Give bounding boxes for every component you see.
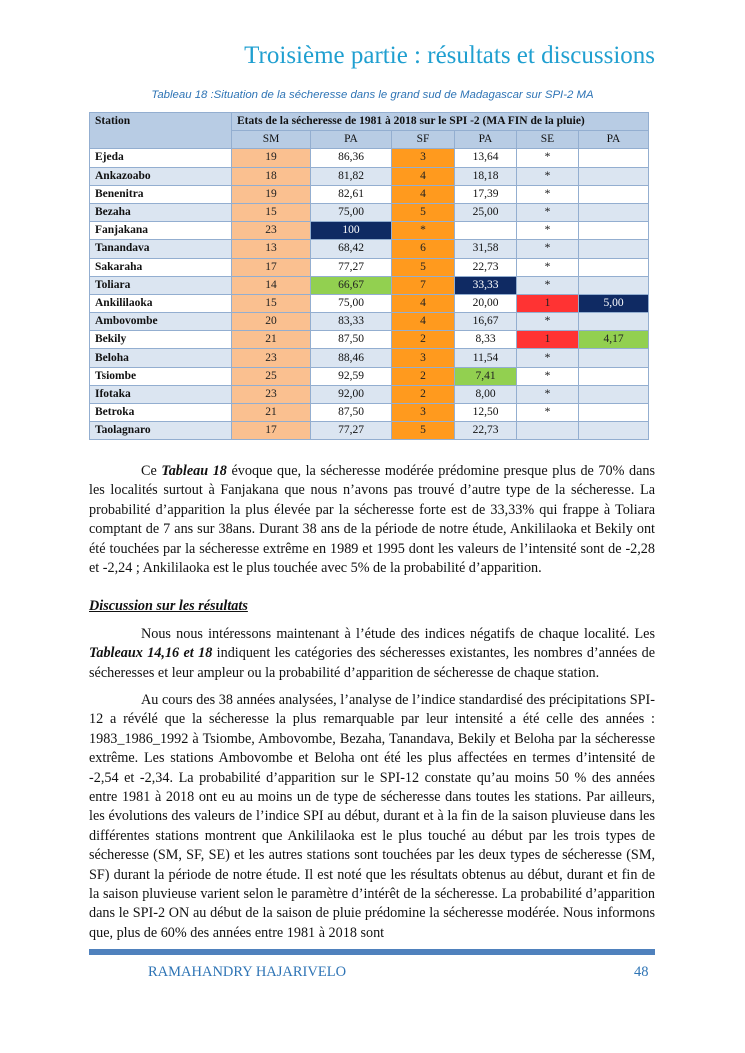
table-row	[90, 203, 649, 221]
pa-value: 13,64	[455, 149, 517, 167]
pa-value: 77,27	[311, 258, 392, 276]
pa-value	[579, 385, 649, 403]
pa-value	[579, 367, 649, 385]
sm-count: 17	[232, 258, 311, 276]
sf-count: 3	[392, 149, 455, 167]
group-header: Etats de la sécheresse de 1981 à 2018 sur le SPI -2 (MA FIN de la pluie)	[232, 113, 649, 131]
sf-count: 4	[392, 185, 455, 203]
pa-value	[579, 276, 649, 294]
pa-value	[579, 313, 649, 331]
pa-value: 11,54	[455, 349, 517, 367]
station-name: Ambovombe	[90, 313, 232, 331]
pa-value: 8,33	[455, 331, 517, 349]
sm-count: 17	[232, 422, 311, 440]
pa-value: 22,73	[455, 258, 517, 276]
paragraph-spi-analysis: Au cours des 38 années analysées, l’analyse de l’indice standardisé des précipitations SPI-12 a révélé que la sécheresse la plus remarquable par leur intensité a été celle des années : 1983_1986_1992 à Tsiombe, Ambovombe, Bezaha, Tanandava, Bekily et Beloha par la sécheresse extrême. Les stations Ambovombe et Beloha ont été les plus affectées en termes d’intensité de -2,54 et -2,34. La probabilité d’apparition sur le SPI-12 constate qu’au moins 50 % des années entre 1981 à 2018 ont eu au moins un de type de sécheresse dans toutes les stations. Par ailleurs, les évolutions des valeurs de l’indice SPI au début, durant et à la fin de la saison pluvieuse dans les différentes stations montrent que Ankililaoka est le plus touché au début par les trois types de sécheresse (SM, SF, SE) et les autres stations sont touchées par les deux types de sécheresse (SM, SF) durant la période de notre étude. Il est noté que les résultats obtenus au début, durant et fin de la saison pluvieuse varient selon le paramètre d’intérêt de la sécheresse. La probabilité d’apparition dans le SPI-2 ON au début de la saison de pluie prédomine la sécheresse modérée. Nous informons que, plus de 60% des années entre 1981 à 2018 sont	[89, 692, 655, 941]
sm-count: 15	[232, 294, 311, 312]
station-name: Beloha	[90, 349, 232, 367]
section-heading: Discussion sur les résultats	[89, 598, 248, 614]
se-count: *	[517, 240, 579, 258]
pa-value	[455, 222, 517, 240]
station-name: Ankililaoka	[90, 294, 232, 312]
pa-value: 16,67	[455, 313, 517, 331]
pa-value	[579, 167, 649, 185]
se-count: *	[517, 276, 579, 294]
paragraph-discussion-intro	[89, 625, 655, 683]
se-count: *	[517, 349, 579, 367]
sf-count: 4	[392, 167, 455, 185]
sf-count: 7	[392, 276, 455, 294]
sf-count: 2	[392, 331, 455, 349]
table-row	[90, 185, 649, 203]
se-count-highlight: 1	[517, 294, 579, 312]
pa-value: 88,46	[311, 349, 392, 367]
sm-count: 19	[232, 185, 311, 203]
sm-count: 23	[232, 222, 311, 240]
part-title: Troisième partie : résultats et discussions	[244, 42, 655, 69]
sf-count: 5	[392, 422, 455, 440]
pa-value: 83,33	[311, 313, 392, 331]
sf-count: 3	[392, 349, 455, 367]
pa-value: 87,50	[311, 404, 392, 422]
pa-value-highlight: 33,33	[455, 276, 517, 294]
sf-count: 5	[392, 258, 455, 276]
sm-count: 23	[232, 385, 311, 403]
table-row	[90, 149, 649, 167]
table-row	[90, 294, 649, 312]
pa-value: 31,58	[455, 240, 517, 258]
station-name: Sakaraha	[90, 258, 232, 276]
table-row	[90, 422, 649, 440]
table-row	[90, 404, 649, 422]
station-name: Betroka	[90, 404, 232, 422]
sub-header-se: SE	[517, 131, 579, 149]
pa-value: 87,50	[311, 331, 392, 349]
sf-count: 2	[392, 385, 455, 403]
station-name: Fanjakana	[90, 222, 232, 240]
se-count: *	[517, 404, 579, 422]
sf-count: 3	[392, 404, 455, 422]
pa-value: 75,00	[311, 203, 392, 221]
sub-header-pa: PA	[579, 131, 649, 149]
pa-value: 8,00	[455, 385, 517, 403]
sm-count: 25	[232, 367, 311, 385]
table-row	[90, 331, 649, 349]
sf-count: 5	[392, 203, 455, 221]
station-name: Ejeda	[90, 149, 232, 167]
pa-value	[579, 349, 649, 367]
station-header: Station	[90, 113, 232, 149]
text-span: évoque que, la sécheresse modérée prédomine presque plus de 70% dans les localités surtout à Fanjakana que nous n’avons pas trouvé d’autre type de la sécheresse. La probabilité d’apparition la plus élevée par la sécheresse forte est de 33,33% qui frappe à Toliara comptant de 7 ans sur 38ans. Durant 38 ans de la période de notre étude, Ankililaoka et Bekily ont été touchées par la sécheresse extrême en 1989 et 1995 dont les valeurs de l’intensité sont de -2,28 et -2,24 ; Ankililaoka est le plus touchée avec 5% de la probabilité d’apparition.	[89, 463, 656, 577]
pa-value: 77,27	[311, 422, 392, 440]
station-name: Tanandava	[90, 240, 232, 258]
se-count: *	[517, 313, 579, 331]
drought-table	[89, 112, 649, 440]
sm-count: 23	[232, 349, 311, 367]
station-name: Taolagnaro	[90, 422, 232, 440]
pa-value	[579, 222, 649, 240]
se-count: *	[517, 149, 579, 167]
se-count: *	[517, 258, 579, 276]
station-name: Tsiombe	[90, 367, 232, 385]
pa-value: 81,82	[311, 167, 392, 185]
station-name: Bezaha	[90, 203, 232, 221]
table-row	[90, 385, 649, 403]
table-caption: Tableau 18 :Situation de la sécheresse dans le grand sud de Madagascar sur SPI-2 MA	[151, 89, 594, 101]
pa-value	[579, 185, 649, 203]
pa-value	[579, 422, 649, 440]
sm-count: 19	[232, 149, 311, 167]
pa-value: 25,00	[455, 203, 517, 221]
text-span: Nous nous intéressons maintenant à l’étude des indices négatifs de chaque localité. Les	[141, 626, 655, 642]
sm-count: 13	[232, 240, 311, 258]
sub-header-sf: SF	[392, 131, 455, 149]
pa-value	[579, 203, 649, 221]
text-span: Ce	[141, 463, 162, 479]
pa-value	[579, 149, 649, 167]
pa-value-highlight: 66,67	[311, 276, 392, 294]
page-number: 48	[634, 964, 649, 980]
sf-count: 4	[392, 313, 455, 331]
station-name: Ifotaka	[90, 385, 232, 403]
se-count-highlight: 1	[517, 331, 579, 349]
table-row	[90, 276, 649, 294]
station-name: Benenitra	[90, 185, 232, 203]
se-count: *	[517, 367, 579, 385]
pa-value: 92,00	[311, 385, 392, 403]
station-name: Toliara	[90, 276, 232, 294]
se-count	[517, 422, 579, 440]
emphasis-tables-ref: Tableaux 14,16 et 18	[89, 645, 213, 662]
pa-value: 22,73	[455, 422, 517, 440]
sf-count: 4	[392, 294, 455, 312]
table-row	[90, 167, 649, 185]
sub-header-sm: SM	[232, 131, 311, 149]
pa-value: 20,00	[455, 294, 517, 312]
sm-count: 21	[232, 331, 311, 349]
sub-header-pa: PA	[311, 131, 392, 149]
table-row	[90, 313, 649, 331]
pa-value: 82,61	[311, 185, 392, 203]
footer-rule	[89, 949, 655, 955]
station-name: Bekily	[90, 331, 232, 349]
pa-value: 86,36	[311, 149, 392, 167]
pa-value-highlight: 100	[311, 222, 392, 240]
sub-header-pa: PA	[455, 131, 517, 149]
sf-count: *	[392, 222, 455, 240]
text-span: indiquent les catégories des sécheresses existantes, les nombres d’années de sécheresses et leur ampleur ou la probabilité d’apparition de sécheresse de chaque station.	[89, 645, 655, 681]
pa-value	[579, 240, 649, 258]
table-row	[90, 367, 649, 385]
se-count: *	[517, 203, 579, 221]
pa-value-highlight: 4,17	[579, 331, 649, 349]
pa-value: 75,00	[311, 294, 392, 312]
pa-value	[579, 404, 649, 422]
se-count: *	[517, 222, 579, 240]
table-row	[90, 349, 649, 367]
pa-value: 18,18	[455, 167, 517, 185]
table-row	[90, 258, 649, 276]
pa-value: 17,39	[455, 185, 517, 203]
pa-value: 68,42	[311, 240, 392, 258]
paragraph-table-summary	[89, 462, 655, 578]
pa-value-highlight: 7,41	[455, 367, 517, 385]
emphasis-table-ref: Tableau 18	[161, 463, 227, 479]
se-count: *	[517, 167, 579, 185]
sm-count: 15	[232, 203, 311, 221]
footer-author: RAMAHANDRY HAJARIVELO	[148, 964, 347, 980]
sf-count: 2	[392, 367, 455, 385]
pa-value-highlight: 5,00	[579, 294, 649, 312]
sm-count: 21	[232, 404, 311, 422]
table-row	[90, 222, 649, 240]
table-row	[90, 240, 649, 258]
pa-value	[579, 258, 649, 276]
sf-count: 6	[392, 240, 455, 258]
sm-count: 18	[232, 167, 311, 185]
se-count: *	[517, 385, 579, 403]
sm-count: 20	[232, 313, 311, 331]
sm-count: 14	[232, 276, 311, 294]
station-name: Ankazoabo	[90, 167, 232, 185]
pa-value: 92,59	[311, 367, 392, 385]
se-count: *	[517, 185, 579, 203]
pa-value: 12,50	[455, 404, 517, 422]
